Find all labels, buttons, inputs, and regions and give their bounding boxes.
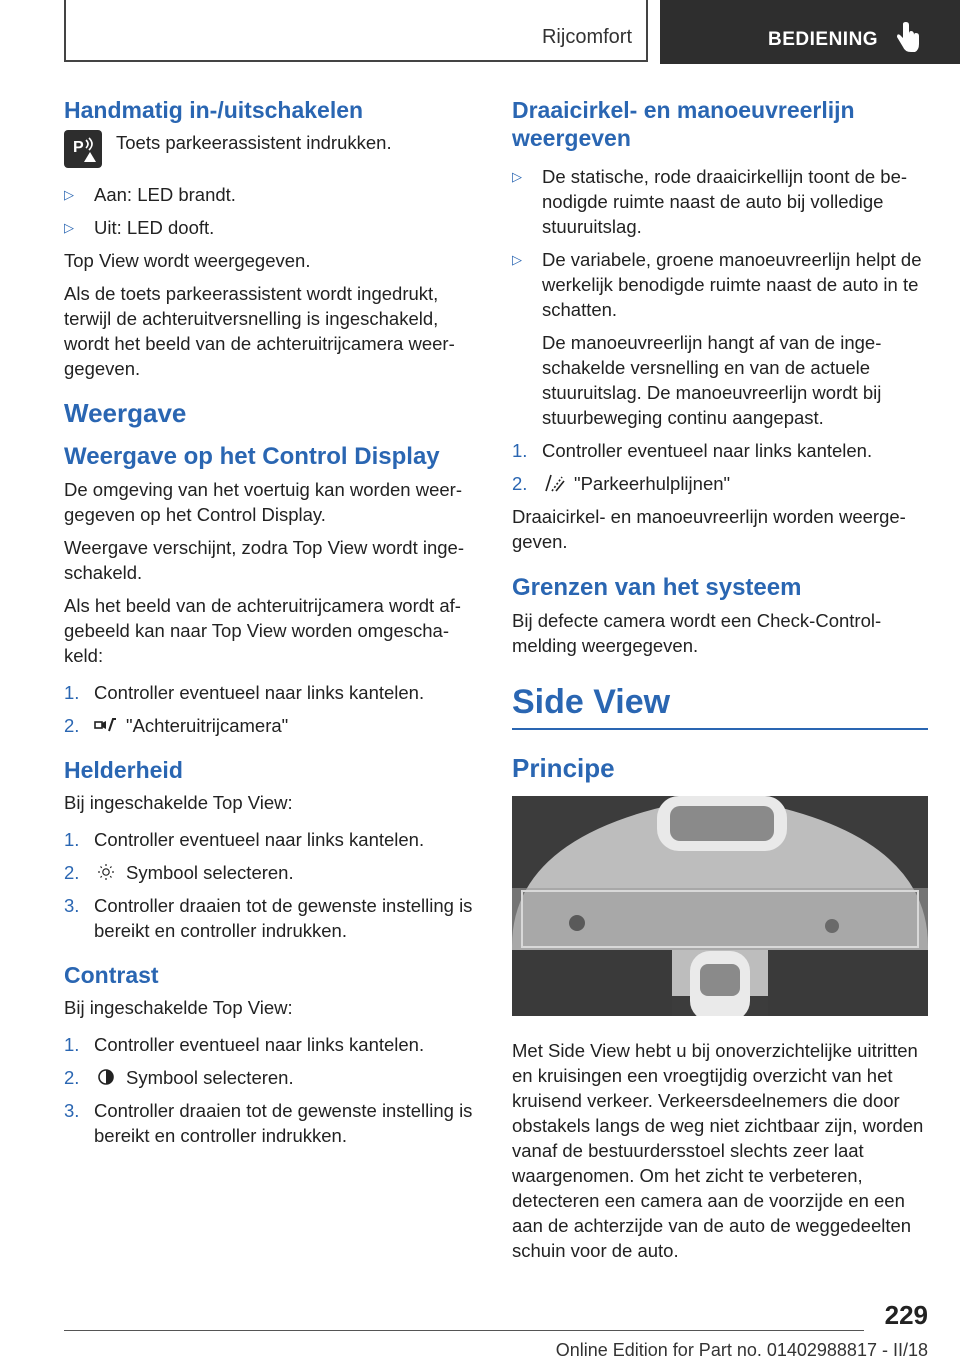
right-column — [512, 96, 928, 1271]
paragraph: Met Side View hebt u bij onoverzichtelijke uitritten en kruisingen een vroegtijdig overzicht van het kruisend verkeer. Verkeersdeelnemers die door obstakels langs de weg niet zichtbaar zijn, worden vanaf de bestuurdersstoel slechts zeer laat waargenomen. Om het zicht te verbeteren, detecteren een camera aan de voorzijde en een aan de achterzijde van de auto de weggedeelten schuin voor de auto. — [512, 1040, 924, 1261]
bullet-item: ▷ De variabele, groene manoeuvreerlijn helpt de werkelijk benodigde ruimte naast de auto in te schatten. — [512, 249, 922, 320]
park-assist-button-icon — [64, 130, 102, 168]
paragraph: Bij defecte camera wordt een Check-Control-melding weergegeven. — [512, 610, 882, 656]
paragraph: Als het beeld van de achteruitrijcamera wordt afgebeeld kan naar Top View worden omgeschakeld: — [64, 595, 461, 666]
svg-text:P: P — [73, 139, 84, 156]
left-column — [64, 96, 474, 1156]
step-item: 2. "Parkeerhulplijnen" — [512, 473, 731, 494]
heading-helderheid: Helderheid — [64, 757, 183, 783]
paragraph: Als de toets parkeerassistent wordt ingedrukt, terwijl de achteruitversnelling is ingeschakeld, wordt het beeld van de achteruitrijcamera weergegeven. — [64, 283, 455, 379]
triangle-bullet-icon: ▷ — [64, 187, 74, 202]
chapter-tab — [660, 0, 960, 64]
page-number: 229 — [884, 1300, 928, 1330]
step-item: 2. "Achteruitrijcamera" — [64, 715, 289, 736]
heading-weergave: Weergave — [64, 398, 187, 428]
rear-camera-icon — [94, 715, 118, 735]
step-item: 2. Symbool selecteren. — [64, 1067, 294, 1088]
footer-divider — [64, 1330, 864, 1331]
heading-weergave-cd: Weergave op het Control Display — [64, 443, 440, 470]
side-view-illustration — [512, 796, 928, 1016]
parking-lines-icon — [542, 473, 566, 493]
paragraph: Bij ingeschakelde Top View: — [64, 997, 293, 1018]
step-item: 1. Controller eventueel naar links kantelen. — [64, 1034, 425, 1055]
paragraph: Bij ingeschakelde Top View: — [64, 792, 293, 813]
triangle-bullet-icon: ▷ — [512, 169, 522, 184]
press-button-row — [64, 130, 474, 168]
heading-contrast: Contrast — [64, 962, 159, 988]
bullet-on: ▷ Aan: LED brandt. — [64, 184, 236, 205]
heading-principe: Principe — [512, 753, 615, 783]
paragraph: Top View wordt weergegeven. — [64, 250, 311, 271]
heading-grenzen: Grenzen van het systeem — [512, 574, 802, 601]
triangle-bullet-icon: ▷ — [64, 220, 74, 235]
bullet-item: ▷ De statische, rode draaicirkellijn toont de benodigde ruimte naast de auto bij volledige stuuruitslag. — [512, 166, 908, 237]
paragraph: Draaicirkel- en manoeuvreerlijn worden weergegeven. — [512, 506, 906, 552]
step-item: 1. Controller eventueel naar links kantelen. — [64, 682, 425, 703]
edition-text: Online Edition for Part no. 01402988817 - II/18 — [555, 1340, 928, 1360]
paragraph: De manoeuvreerlijn hangt af van de ingeschakelde versnelling en van de actuele stuuruitslag. De manoeuvreerlijn wordt bij stuurbeweging continu aangepast. — [542, 332, 882, 428]
heading-side-view: Side View — [512, 682, 928, 730]
triangle-bullet-icon: ▷ — [512, 252, 522, 267]
step-item: 1. Controller eventueel naar links kantelen. — [64, 829, 425, 850]
step-item: 2. Symbool selecteren. — [64, 862, 294, 883]
step-item: 3. Controller draaien tot de gewenste instelling is bereikt en controller indrukken. — [64, 895, 473, 941]
step-item: 1. Controller eventueel naar links kantelen. — [512, 440, 873, 461]
heading-draaicirkel: Draaicirkel- en manoeuvreerlijn weergeven — [512, 97, 855, 151]
contrast-icon — [94, 1067, 118, 1087]
header-section-box — [64, 0, 648, 62]
heading-manual: Handmatig in-/uitschakelen — [64, 97, 364, 123]
paragraph: De omgeving van het voertuig kan worden weergegeven op het Control Display. — [64, 479, 462, 525]
press-button-text: Toets parkeerassistent indrukken. — [116, 132, 392, 153]
page-header — [0, 0, 960, 66]
step-item: 3. Controller draaien tot de gewenste instelling is bereikt en controller indrukken. — [64, 1100, 473, 1146]
paragraph: Weergave verschijnt, zodra Top View wordt ingeschakeld. — [64, 537, 465, 583]
section-title: Rijcomfort — [541, 26, 632, 48]
bullet-off: ▷ Uit: LED dooft. — [64, 217, 215, 238]
hand-pointer-icon — [894, 22, 920, 54]
brightness-sun-icon — [94, 862, 118, 882]
chapter-label: BEDIENING — [768, 29, 879, 50]
